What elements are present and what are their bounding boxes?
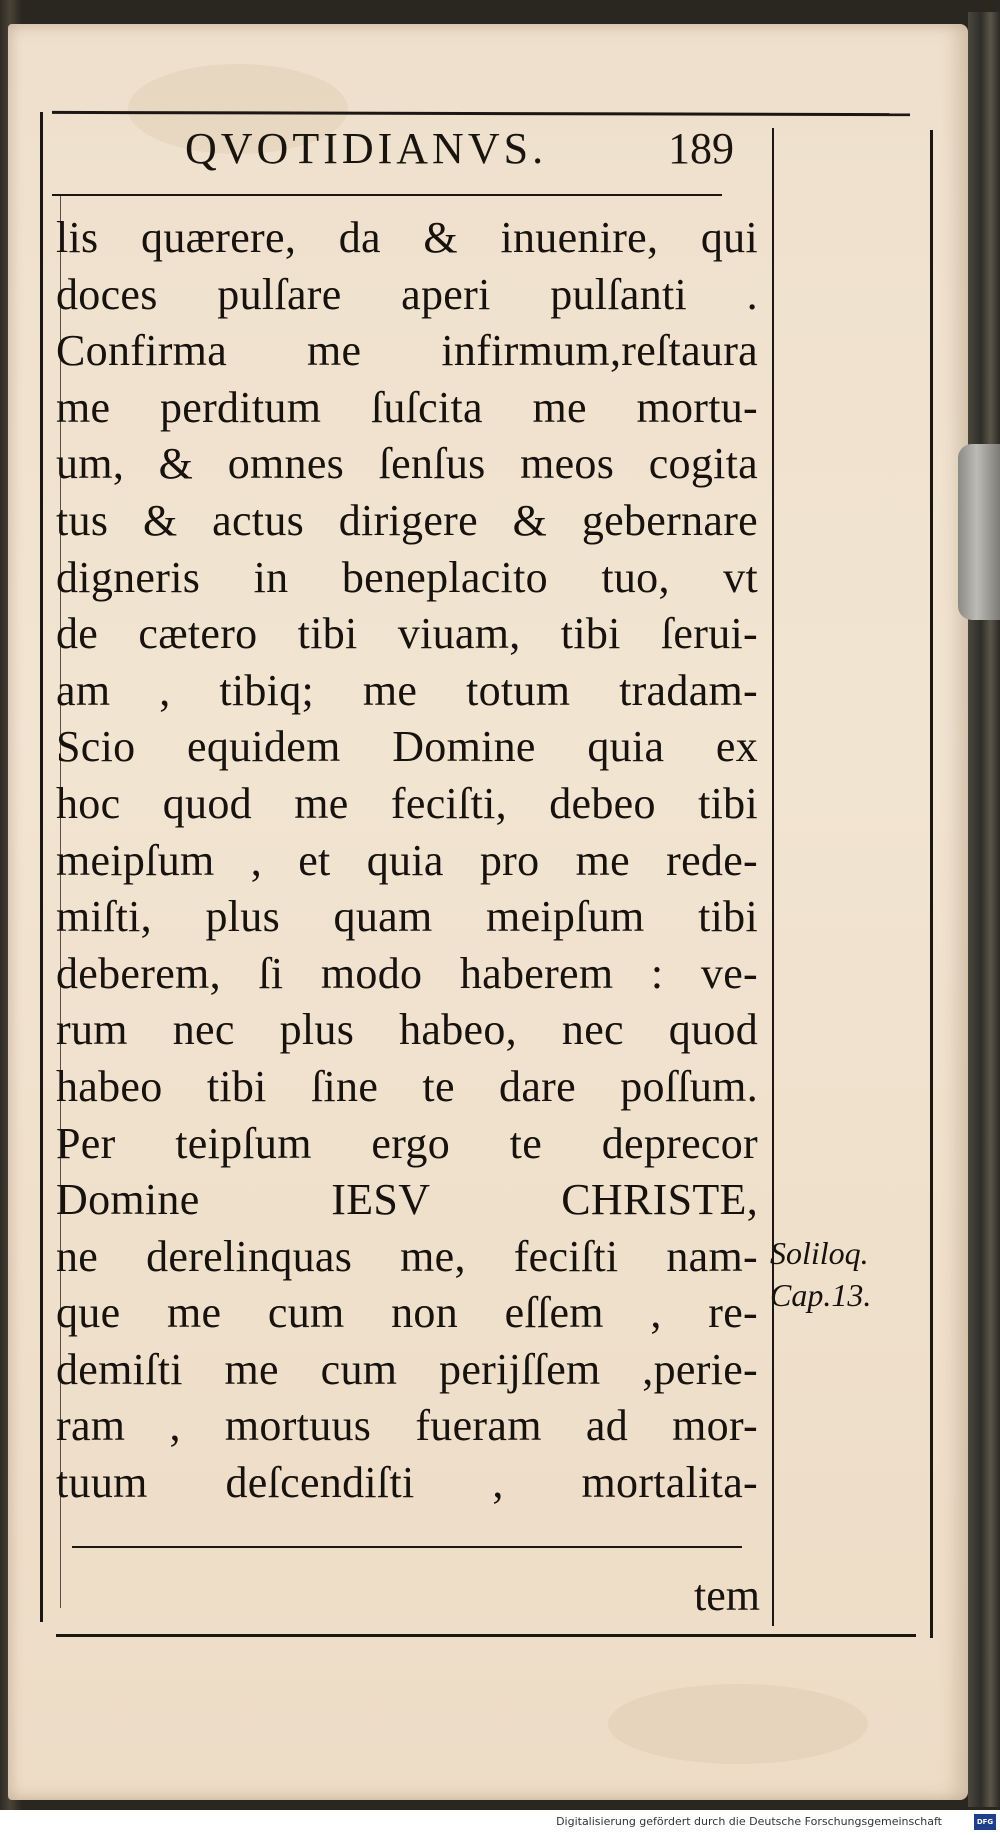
- text-line: tuum deſcendiſti , mortalita-: [56, 1458, 758, 1508]
- catchword: tem: [694, 1571, 760, 1620]
- running-title: QVOTIDIANVS.: [185, 124, 548, 173]
- frame-rule-left: [40, 112, 43, 1622]
- footer-credit: [556, 1813, 972, 1831]
- body-text: [56, 210, 758, 1512]
- book-fore-edge: [968, 12, 1000, 1807]
- text-line: Confirma me infirmum,reſtaura: [56, 326, 758, 376]
- bookmark-tab: [958, 444, 1000, 620]
- text-line: ne derelinquas me, feciſti nam-: [56, 1231, 758, 1281]
- footer-rule: [72, 1546, 742, 1548]
- text-line: meipſum , et quia pro me rede-: [56, 835, 758, 885]
- margin-note-line: Cap.13.: [770, 1277, 872, 1313]
- footer-credit-text: Digitalisierung gefördert durch die Deutsche Forschungsgemeinschaft: [556, 1815, 942, 1828]
- text-line: de cætero tibi viuam, tibi ſerui-: [56, 609, 758, 659]
- text-line: me perditum ſuſcita me mortu-: [56, 382, 758, 432]
- frame-rule-right: [930, 130, 933, 1638]
- text-line: rum nec plus habeo, nec quod: [56, 1005, 758, 1055]
- text-line: Domine IESV CHRISTE,: [56, 1175, 758, 1225]
- text-line: habeo tibi ſine te dare poſſum.: [56, 1061, 758, 1111]
- text-line: ram , mortuus fueram ad mor-: [56, 1401, 758, 1451]
- text-line: digneris in beneplacito tuo, vt: [56, 552, 758, 602]
- paper-stain: [608, 1684, 868, 1764]
- text-line: deberem, ſi modo haberem : ve-: [56, 948, 758, 998]
- text-line: um, & omnes ſenſus meos cogita: [56, 439, 758, 489]
- text-line: Per teipſum ergo te deprecor: [56, 1118, 758, 1168]
- text-line: am , tibiq; me totum tradam-: [56, 665, 758, 715]
- page-number: 189: [668, 124, 734, 173]
- text-line: Scio equidem Domine quia ex: [56, 722, 758, 772]
- text-line: doces pulſare aperi pulſanti .: [56, 269, 758, 319]
- text-line: miſti, plus quam meipſum tibi: [56, 892, 758, 942]
- text-line: que me cum non eſſem , re-: [56, 1288, 758, 1338]
- text-line: tus & actus dirigere & gebernare: [56, 495, 758, 545]
- margin-note-line: Soliloq.: [770, 1235, 869, 1271]
- dfg-logo: DFG: [974, 1814, 996, 1830]
- header-rule: [52, 194, 722, 196]
- text-line: lis quærere, da & inuenire, qui: [56, 213, 758, 262]
- text-line: hoc quod me feciſti, debeo tibi: [56, 778, 758, 828]
- margin-note: [770, 1232, 890, 1316]
- frame-rule-bottom: [56, 1634, 916, 1637]
- margin-column-rule: [772, 128, 774, 1626]
- text-line: demiſti me cum perijſſem ,perie-: [56, 1344, 758, 1394]
